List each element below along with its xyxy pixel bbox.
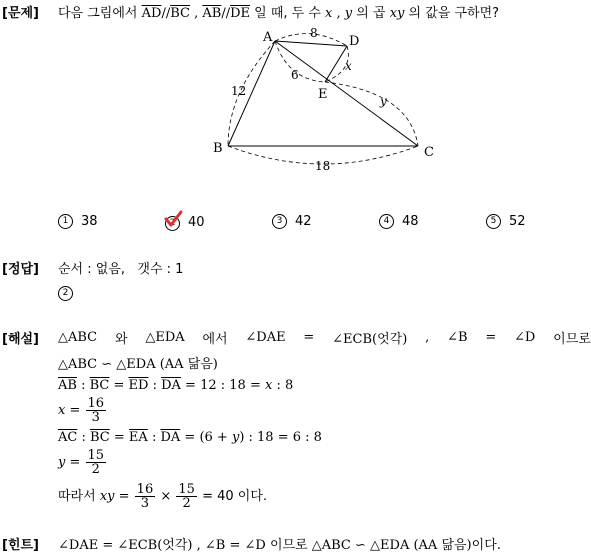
exp-l1-10: ∠D: [514, 330, 536, 345]
exp-l1-7: ,: [425, 330, 430, 345]
explanation-line-1: [58, 328, 591, 347]
exp-l5-bc: $\overline{BC}$: [90, 430, 110, 445]
exp-l3-x: x: [264, 378, 273, 393]
label-a: A: [263, 30, 273, 45]
exp-l1-8: ∠B: [447, 330, 468, 345]
exp-l7-eq: =: [114, 489, 134, 504]
comma-1: ,: [189, 6, 199, 21]
arc-ae: [275, 41, 325, 82]
exp-l7-pre: 따라서: [58, 489, 100, 504]
explanation-line-4: [58, 397, 107, 424]
label-b: B: [213, 141, 223, 156]
problem-text-1: 다음 그림에서: [58, 6, 138, 21]
choice-3[interactable]: [272, 214, 312, 229]
exp-l3-eq: =: [109, 378, 129, 393]
problem-text-2: 일 때, 두 수: [254, 6, 321, 21]
exp-l1-6: ∠ECB(엇각): [332, 332, 408, 347]
choice-number-4: 4: [379, 214, 394, 229]
problem-text-4: 의 값을 구하면?: [408, 6, 500, 21]
choice-number-2: 2: [165, 216, 180, 231]
exp-l7-post: = 40 이다.: [197, 489, 268, 504]
choice-4[interactable]: [379, 214, 419, 229]
segment-ad: $\overline{AD}$: [141, 6, 162, 21]
problem-text-3: 의 곱: [356, 6, 386, 21]
segment-de: $\overline{DE}$: [230, 6, 250, 21]
exp-l1-11: 이므로: [553, 332, 591, 347]
choice-number-1: 1: [58, 214, 73, 229]
problem-statement: [58, 2, 499, 21]
segment-ab: $\overline{AB}$: [202, 6, 222, 21]
segment-bc: $\overline{BC}$: [170, 6, 190, 21]
length-de: x: [345, 59, 352, 73]
exp-l7-den1: 3: [140, 496, 150, 511]
exp-l5-y: y: [231, 430, 240, 445]
exp-l6-fraction: [86, 449, 107, 476]
explanation-line-3: [58, 378, 293, 393]
exp-l1-9: =: [485, 330, 497, 345]
length-ad: 8: [310, 26, 318, 40]
exp-l6-den: 2: [91, 462, 100, 477]
parallel-sign-2: //: [221, 6, 231, 21]
exp-l3-ab: $\overline{AB}$: [58, 378, 77, 393]
answer-mark: [58, 284, 73, 301]
segment-de-line: [325, 46, 347, 82]
exp-l7-fraction-2: [176, 483, 197, 510]
choice-marker-2: [165, 214, 180, 231]
exp-l1-3: 에서: [202, 332, 228, 347]
exp-l3-bc: $\overline{BC}$: [89, 378, 110, 393]
choice-value-5: 52: [509, 214, 526, 229]
variable-y: y: [344, 6, 353, 21]
length-ab: 12: [231, 84, 247, 98]
exp-l3-tail: : 8: [272, 378, 294, 393]
variable-x: x: [325, 6, 333, 21]
exp-l4-x: x: [58, 403, 66, 418]
explanation-line-6: [58, 449, 107, 476]
exp-l1-5: =: [303, 330, 315, 345]
answer-meta: 순서 : 없음, 갯수 : 1: [58, 262, 184, 277]
length-bc: 18: [315, 159, 331, 172]
exp-l1-1: 와: [114, 332, 128, 347]
exp-l5-sep1: :: [77, 430, 90, 445]
choice-number-5: 5: [486, 214, 501, 229]
choice-number-3: 3: [272, 214, 287, 229]
explanation-line-5: [58, 430, 322, 445]
checkmark-icon: [163, 209, 183, 229]
length-ae: 6: [291, 68, 299, 82]
label-e: E: [318, 87, 328, 102]
exp-l6-num: 15: [87, 448, 105, 463]
segment-ac-line: [275, 41, 418, 146]
explanation-line-2: △ABC ∽ △EDA (AA 닮음): [58, 357, 218, 372]
length-ec: y: [380, 94, 387, 108]
exp-l5-ea: $\overline{EA}$: [128, 430, 148, 445]
exp-l1-4: ∠DAE: [245, 330, 286, 345]
exp-l4-den: 3: [91, 410, 100, 425]
exp-l1-0: △ABC: [58, 330, 98, 345]
exp-l1-2: △EDA: [145, 330, 185, 345]
label-c: C: [424, 145, 434, 160]
exp-l3-da: $\overline{DA}$: [161, 378, 181, 393]
segment-ad-line: [275, 41, 347, 46]
exp-l5-open: = (6 +: [180, 430, 232, 445]
variable-xy: xy: [389, 6, 405, 21]
label-d: D: [349, 34, 360, 49]
exp-l4-fraction: [86, 397, 107, 424]
explanation-tag: [해설]: [2, 332, 39, 347]
choice-5[interactable]: [486, 214, 526, 229]
exp-l5-tail: ) : 18 = 6 : 8: [239, 430, 322, 445]
exp-l7-times: ×: [156, 489, 176, 504]
parallel-sign-1: //: [161, 6, 171, 21]
exp-l7-den2: 2: [182, 496, 191, 511]
exp-l3-ratio: = 12 : 18 =: [180, 378, 265, 393]
exp-l5-da: $\overline{DA}$: [160, 430, 181, 445]
choice-value-1: 38: [81, 214, 98, 229]
choice-1[interactable]: [58, 214, 98, 229]
exp-l7-xy: xy: [99, 489, 115, 504]
exp-l7-num1: 16: [136, 482, 154, 497]
comma-2: ,: [332, 6, 341, 21]
exp-l3-sep1: :: [76, 378, 90, 393]
answer-tag: [정답]: [2, 262, 39, 277]
answer-number: 2: [58, 286, 73, 301]
choice-value-3: 42: [295, 214, 312, 229]
geometry-figure: [200, 22, 450, 172]
exp-l6-y: y: [58, 455, 66, 470]
hint-text: ∠DAE = ∠ECB(엇각) , ∠B = ∠D 이므로 △ABC ∽ △EDA (AA 닮음)이다.: [58, 538, 501, 553]
exp-l6-eq: =: [65, 455, 85, 470]
exp-l5-sep2: :: [147, 430, 161, 445]
exp-l7-num2: 15: [178, 482, 195, 497]
exp-l7-fraction-1: [135, 483, 156, 510]
exp-l5-ac: $\overline{AC}$: [58, 430, 78, 445]
exp-l3-sep2: :: [148, 378, 162, 393]
exp-l4-num: 16: [87, 396, 105, 411]
choice-value-4: 48: [402, 214, 419, 229]
exp-l3-ed: $\overline{ED}$: [128, 378, 149, 393]
problem-tag: [문제]: [2, 6, 39, 21]
exp-l4-eq: =: [65, 403, 85, 418]
arc-ec: [325, 82, 418, 146]
hint-tag: [힌트]: [2, 538, 39, 553]
choice-2[interactable]: [165, 214, 205, 231]
exp-l5-eq: =: [109, 430, 129, 445]
choice-value-2: 40: [188, 215, 205, 230]
explanation-line-7: [58, 483, 267, 510]
